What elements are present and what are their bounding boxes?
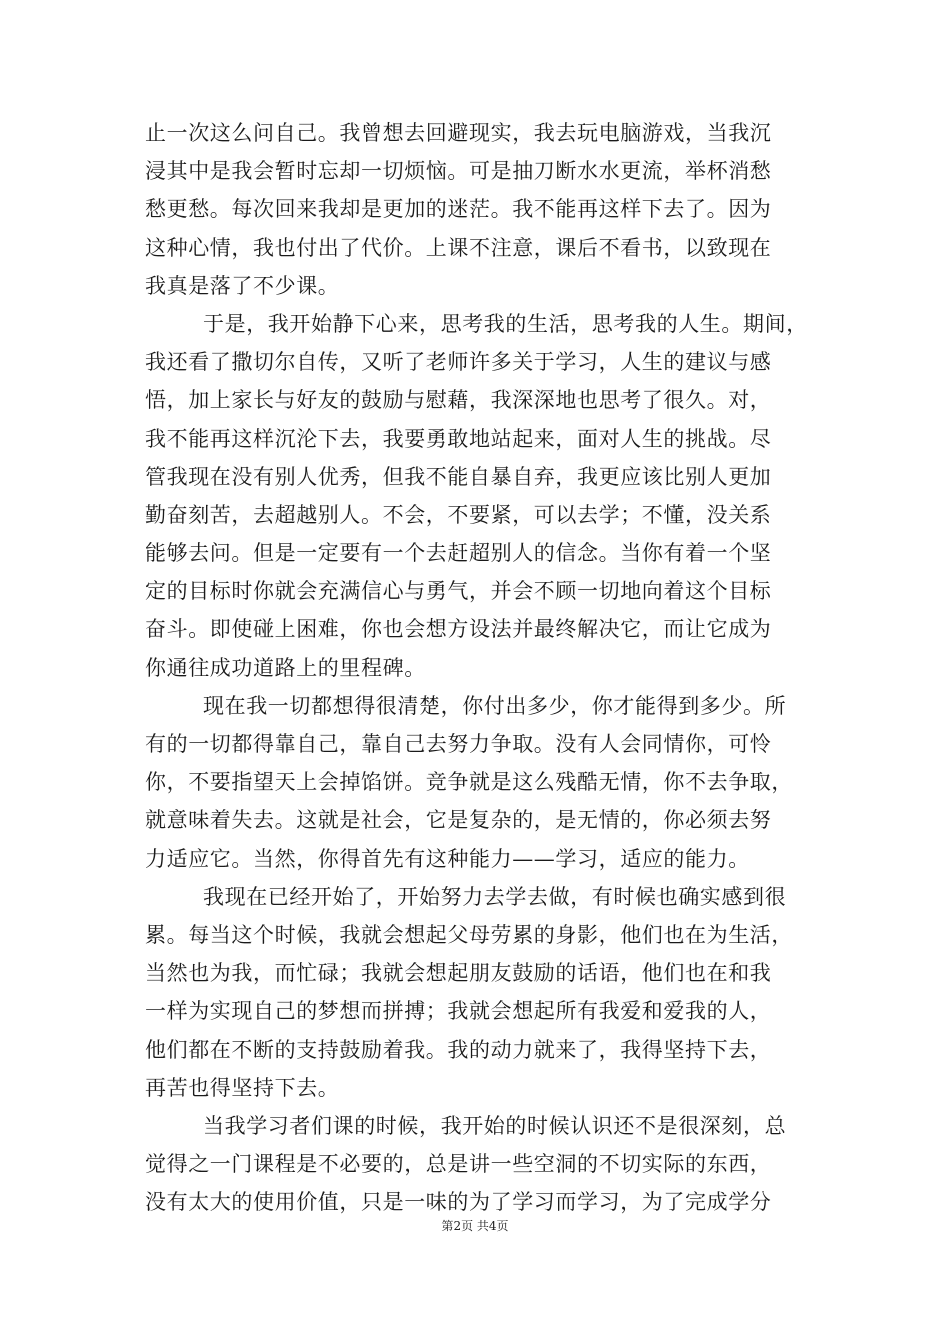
footer-suffix: 页 (496, 1219, 509, 1233)
text-line: 一样为实现自己的梦想而拼搏；我就会想起所有我爱和爱我的人， (145, 999, 772, 1024)
text-line: 当然也为我，而忙碌；我就会想起朋友鼓励的话语，他们也在和我 (145, 961, 772, 986)
text-line: 我真是落了不少课。 (145, 273, 340, 298)
text-line: 当我学习者们课的时候，我开始的时候认识还不是很深刻，总 (203, 1113, 787, 1138)
text-line: 于是，我开始静下心来，思考我的生活，思考我的人生。期间， (203, 311, 808, 336)
text-line: 定的目标时你就会充满信心与勇气，并会不顾一切地向着这个目标 (145, 579, 772, 604)
text-line: 觉得之一门课程是不必要的，总是讲一些空洞的不切实际的东西， (145, 1152, 772, 1177)
text-line: 我现在已经开始了，开始努力去学去做，有时候也确实感到很 (203, 884, 787, 909)
text-line: 愁更愁。每次回来我却是更加的迷茫。我不能再这样下去了。因为 (145, 197, 772, 222)
text-line: 累。每当这个时候，我就会想起父母劳累的身影，他们也在为生活， (145, 922, 793, 947)
text-line: 奋斗。即使碰上困难，你也会想方设法并最终解决它，而让它成为 (145, 617, 772, 642)
text-line: 勤奋刻苦，去超越别人。不会，不要紧，可以去学；不懂，没关系 (145, 502, 772, 527)
footer-current-page: 2 (453, 1219, 462, 1233)
text-line: 我还看了撒切尔自传，又听了老师许多关于学习，人生的建议与感 (145, 350, 772, 375)
text-line: 就意味着失去。这就是社会，它是复杂的，是无情的，你必须去努 (145, 808, 772, 833)
text-line: 你通往成功道路上的里程碑。 (145, 655, 426, 680)
text-line: 悟，加上家长与好友的鼓励与慰藉，我深深地也思考了很久。对， (145, 388, 772, 413)
body-text (145, 114, 817, 1221)
text-line: 现在我一切都想得很清楚，你付出多少，你才能得到多少。所 (203, 693, 787, 718)
text-line: 力适应它。当然，你得首先有这种能力——学习，适应的能力。 (145, 846, 750, 871)
text-line: 我不能再这样沉沦下去，我要勇敢地站起来，面对人生的挑战。尽 (145, 426, 772, 451)
text-line: 这种心情，我也付出了代价。上课不注意，课后不看书，以致现在 (145, 235, 772, 260)
footer-middle: 页 共 (461, 1219, 489, 1233)
text-line: 再苦也得坚持下去。 (145, 1075, 340, 1100)
footer-prefix: 第 (441, 1219, 454, 1233)
text-line: 管我现在没有别人优秀，但我不能自暴自弃，我更应该比别人更加 (145, 464, 772, 489)
text-line: 你，不要指望天上会掉馅饼。竞争就是这么残酷无情，你不去争取， (145, 770, 793, 795)
text-line: 浸其中是我会暂时忘却一切烦恼。可是抽刀断水水更流，举杯消愁 (145, 159, 772, 184)
text-line: 他们都在不断的支持鼓励着我。我的动力就来了，我得坚持下去， (145, 1037, 772, 1062)
text-line: 止一次这么问自己。我曾想去回避现实，我去玩电脑游戏，当我沉 (145, 121, 772, 145)
text-line: 能够去问。但是一定要有一个去赶超别人的信念。当你有着一个坚 (145, 541, 772, 566)
footer-total-pages: 4 (488, 1219, 497, 1233)
text-line: 有的一切都得靠自己，靠自己去努力争取。没有人会同情你，可怜 (145, 732, 772, 756)
page-footer (0, 1218, 950, 1234)
text-line: 没有太大的使用价值，只是一味的为了学习而学习，为了完成学分 (145, 1190, 772, 1215)
